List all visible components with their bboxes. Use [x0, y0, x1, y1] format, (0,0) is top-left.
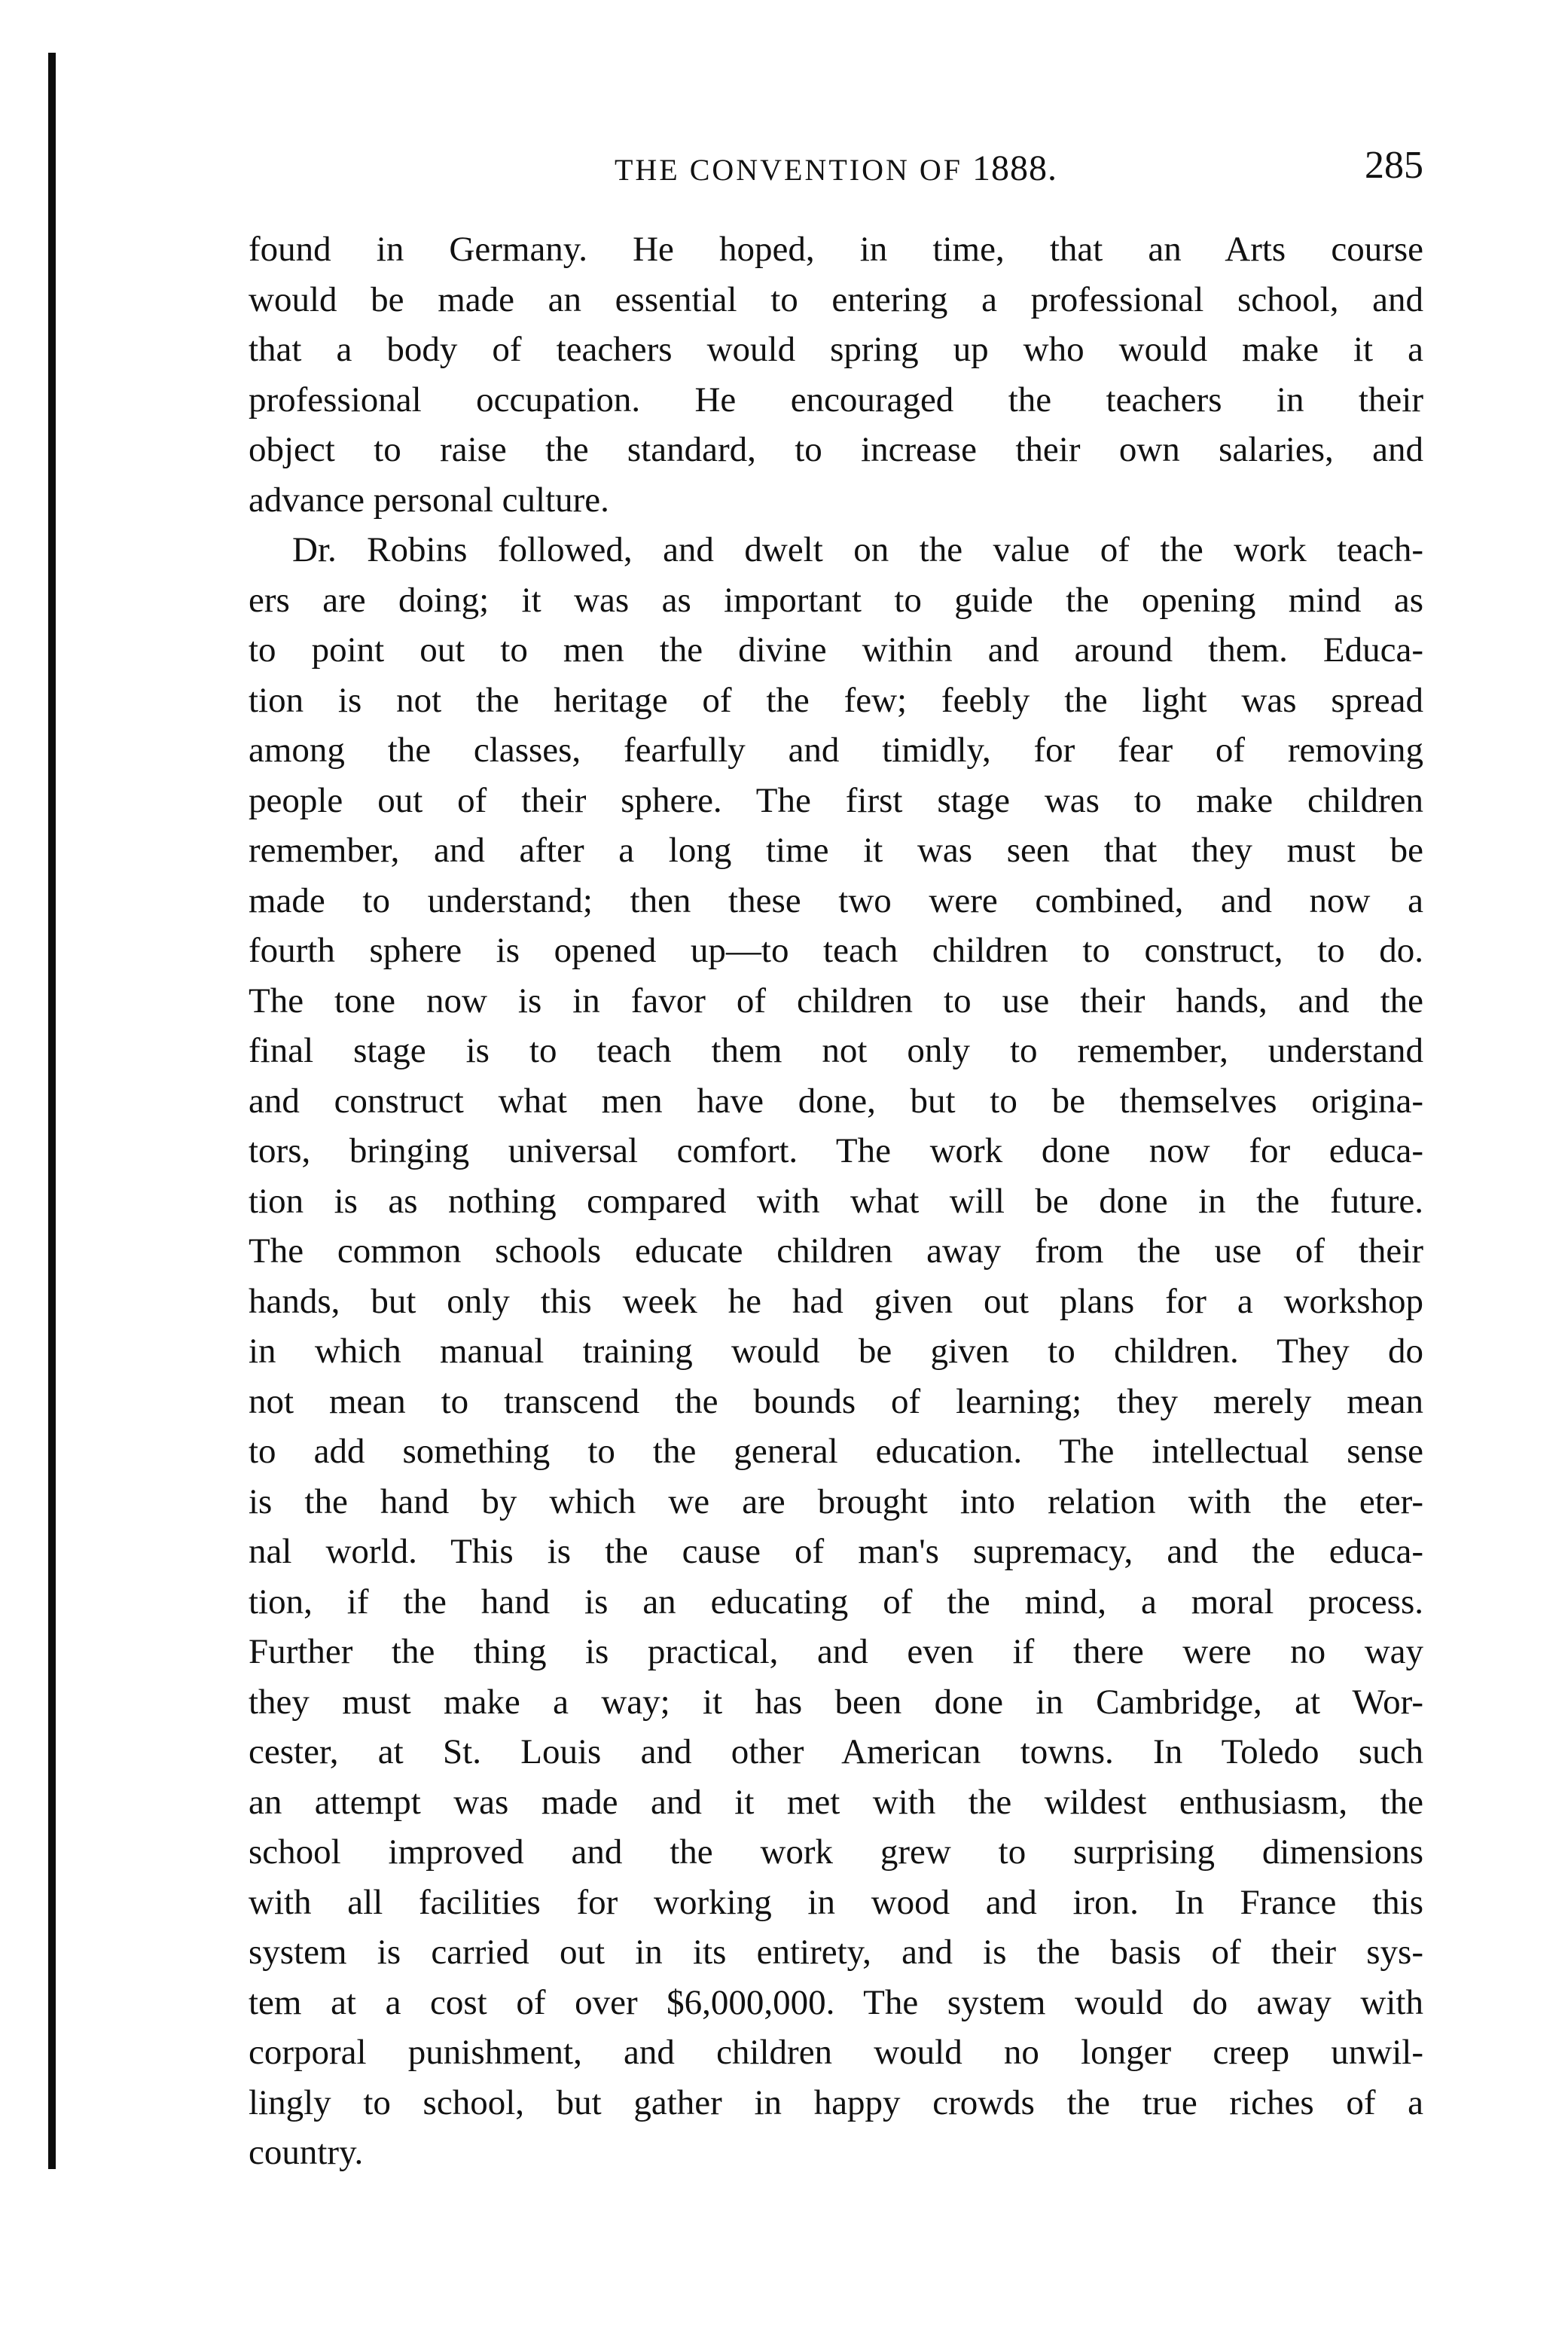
- text-line: that a body of teachers would spring up who would make it a: [249, 330, 1423, 369]
- text-line: Further the thing is practical, and even if there were no way: [249, 1632, 1423, 1671]
- running-title-text: THE CONVENTION OF: [614, 153, 963, 187]
- text-line: Dr. Robins followed, and dwelt on the value of the work teach-: [292, 530, 1423, 569]
- body-text: [249, 224, 1423, 2178]
- running-title: [249, 148, 1423, 189]
- text-line: is the hand by which we are brought into relation with the eter-: [249, 1481, 1423, 1521]
- text-line: advance personal culture.: [249, 480, 609, 520]
- text-line: not mean to transcend the bounds of learning; they merely mean: [249, 1381, 1423, 1421]
- text-line: tion is not the heritage of the few; feebly the light was spread: [249, 680, 1423, 720]
- text-line: they must make a way; it has been done in Cambridge, at Wor-: [249, 1682, 1423, 1722]
- text-line: object to raise the standard, to increase their own salaries, and: [249, 430, 1423, 469]
- text-line: country.: [249, 2133, 364, 2172]
- running-title-year: 1888.: [972, 148, 1058, 188]
- text-line: tors, bringing universal comfort. The work done now for educa-: [249, 1131, 1423, 1170]
- text-line: hands, but only this week he had given out plans for a workshop: [249, 1281, 1423, 1321]
- text-line: among the classes, fearfully and timidly, for fear of removing: [249, 731, 1423, 770]
- text-line: in which manual training would be given to children. They do: [249, 1332, 1423, 1371]
- binding-shadow-rule: [48, 53, 56, 2169]
- text-line: people out of their sphere. The first stage was to make children: [249, 780, 1423, 820]
- text-line: to point out to men the divine within and around them. Educa-: [249, 630, 1423, 670]
- text-line: cester, at St. Louis and other American towns. In Toledo such: [249, 1732, 1423, 1771]
- text-line: tion, if the hand is an educating of the mind, a moral process.: [249, 1582, 1423, 1622]
- text-line: professional occupation. He encouraged the teachers in their: [249, 380, 1423, 420]
- text-line: found in Germany. He hoped, in time, that an Arts course: [249, 230, 1423, 269]
- text-line: nal world. This is the cause of man's supremacy, and the educa-: [249, 1532, 1423, 1571]
- text-line: tem at a cost of over $6,000,000. The system would do away with: [249, 1982, 1423, 2022]
- text-line: to add something to the general education. The intellectual sense: [249, 1432, 1423, 1471]
- page-number: 285: [1365, 144, 1423, 187]
- text-line: final stage is to teach them not only to remember, understand: [249, 1031, 1423, 1070]
- text-line: corporal punishment, and children would no longer creep unwil-: [249, 2033, 1423, 2072]
- running-head: [249, 144, 1423, 200]
- text-line: lingly to school, but gather in happy crowds the true riches of a: [249, 2082, 1423, 2122]
- text-line: The tone now is in favor of children to use their hands, and the: [249, 981, 1423, 1021]
- text-line: and construct what men have done, but to be themselves origina-: [249, 1081, 1423, 1121]
- text-line: The common schools educate children away from the use of their: [249, 1231, 1423, 1271]
- text-line: tion is as nothing compared with what will be done in the future.: [249, 1181, 1423, 1221]
- text-line: fourth sphere is opened up—to teach children to construct, to do.: [249, 931, 1423, 970]
- text-line: would be made an essential to entering a professional school, and: [249, 279, 1423, 319]
- text-line: remember, and after a long time it was seen that they must be: [249, 831, 1423, 870]
- text-line: with all facilities for working in wood and iron. In France this: [249, 1882, 1423, 1922]
- text-line: an attempt was made and it met with the wildest enthusiasm, the: [249, 1782, 1423, 1822]
- text-line: ers are doing; it was as important to guide the opening mind as: [249, 580, 1423, 620]
- text-line: made to understand; then these two were combined, and now a: [249, 880, 1423, 920]
- text-line: system is carried out in its entirety, and is the basis of their sys-: [249, 1933, 1423, 1972]
- text-line: school improved and the work grew to surprising dimensions: [249, 1832, 1423, 1872]
